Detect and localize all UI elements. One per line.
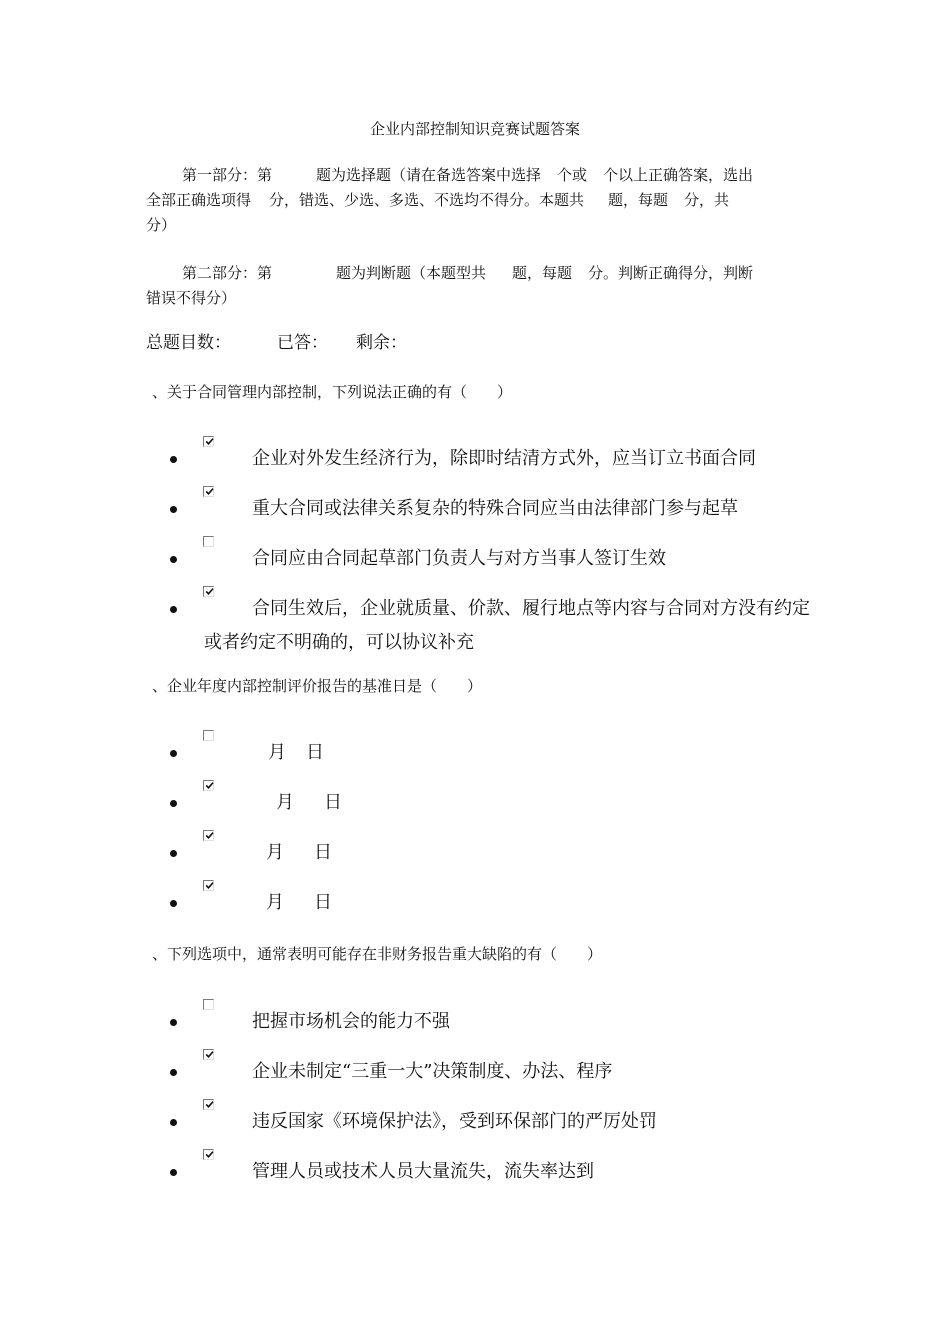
checkbox-unchecked[interactable] [203,730,214,741]
bullet-icon [170,850,177,857]
bullet-icon [170,506,177,513]
part-two-text-e: 错误不得分） [146,289,237,307]
checkmark-icon [205,1150,214,1159]
part-one-text-f: 分，错选、少选、多选、不选均不得分。本题共 [269,191,585,209]
part-one-text-h: 分，共 [684,191,730,209]
checkmark-icon [205,437,214,446]
checkbox-checked[interactable] [203,880,214,891]
part-one-text-d: 个以上正确答案，选出 [603,166,754,184]
checkmark-icon [205,487,214,496]
option-label: 把握市场机会的能力不强 [252,1011,450,1032]
checkbox-unchecked[interactable] [203,999,214,1010]
day-label: 日 [314,892,332,913]
bullet-icon [170,800,177,807]
part-one-text-e: 全部正确选项得 [146,191,252,209]
checkbox-checked[interactable] [203,830,214,841]
answer-stats [146,331,407,355]
option-label: 合同应由合同起草部门负责人与对方当事人签订生效 [252,548,666,569]
bullet-icon [170,1069,177,1076]
month-label: 月 [276,792,294,813]
part-one-text-c: 个或 [557,166,588,184]
bullet-icon [170,1019,177,1026]
part-two-text-d: 分。判断正确得分，判断 [588,264,754,282]
part-one-instructions [146,163,810,238]
bullet-icon [170,900,177,907]
total-count-label: 总题目数： [146,333,231,353]
answered-count-label: 已答： [277,333,328,353]
part-two-text-b: 题为判断题（本题型共 [336,264,487,282]
month-label: 月 [266,842,284,863]
option-label: 合同生效后，企业就质量、价款、履行地点等内容与合同对方没有约定或者约定不明确的，可以协议补充 [204,598,810,653]
checkbox-checked[interactable] [203,486,214,497]
part-one-text-a: 第一部分：第 [182,166,273,184]
day-label: 日 [324,792,342,813]
part-one-text-b: 题为选择题（请在备选答案中选择 [316,166,542,184]
checkbox-unchecked[interactable] [203,536,214,547]
option-label: 企业未制定“三重一大”决策制度、办法、程序 [252,1061,613,1082]
checkbox-checked[interactable] [203,436,214,447]
bullet-icon [170,606,177,613]
bullet-icon [170,1119,177,1126]
checkmark-icon [205,881,214,890]
question-3: 、下列选项中，通常表明可能存在非财务报告重大缺陷的有（ ） [152,945,603,963]
option-label: 违反国家《环境保护法》，受到环保部门的严厉处罚 [252,1111,657,1132]
checkbox-checked[interactable] [203,1149,214,1160]
question-2: 、企业年度内部控制评价报告的基准日是（ ） [152,677,483,695]
day-label: 日 [306,742,324,763]
checkmark-icon [205,1050,214,1059]
checkbox-checked[interactable] [203,1099,214,1110]
part-two-text-c: 题，每题 [512,264,573,282]
part-one-text-i: 分） [146,216,177,234]
month-label: 月 [266,892,284,913]
question-1: 、关于合同管理内部控制，下列说法正确的有（ ） [152,383,513,401]
part-one-text-g: 题，每题 [608,191,669,209]
checkbox-checked[interactable] [203,1049,214,1060]
checkbox-checked[interactable] [203,780,214,791]
day-label: 日 [314,842,332,863]
checkmark-icon [205,1100,214,1109]
document-title: 企业内部控制知识竞赛试题答案 [369,120,580,138]
part-two-text-a: 第二部分：第 [182,264,273,282]
option-label: 重大合同或法律关系复杂的特殊合同应当由法律部门参与起草 [252,498,738,519]
part-two-instructions [146,261,810,311]
checkmark-icon [205,781,214,790]
bullet-icon [170,750,177,757]
bullet-icon [170,456,177,463]
month-label: 月 [268,742,286,763]
remaining-count-label: 剩余： [356,333,407,353]
bullet-icon [170,1169,177,1176]
option-label: 管理人员或技术人员大量流失，流失率达到 [252,1161,594,1182]
bullet-icon [170,556,177,563]
option-label: 企业对外发生经济行为，除即时结清方式外，应当订立书面合同 [252,448,756,469]
checkmark-icon [205,831,214,840]
